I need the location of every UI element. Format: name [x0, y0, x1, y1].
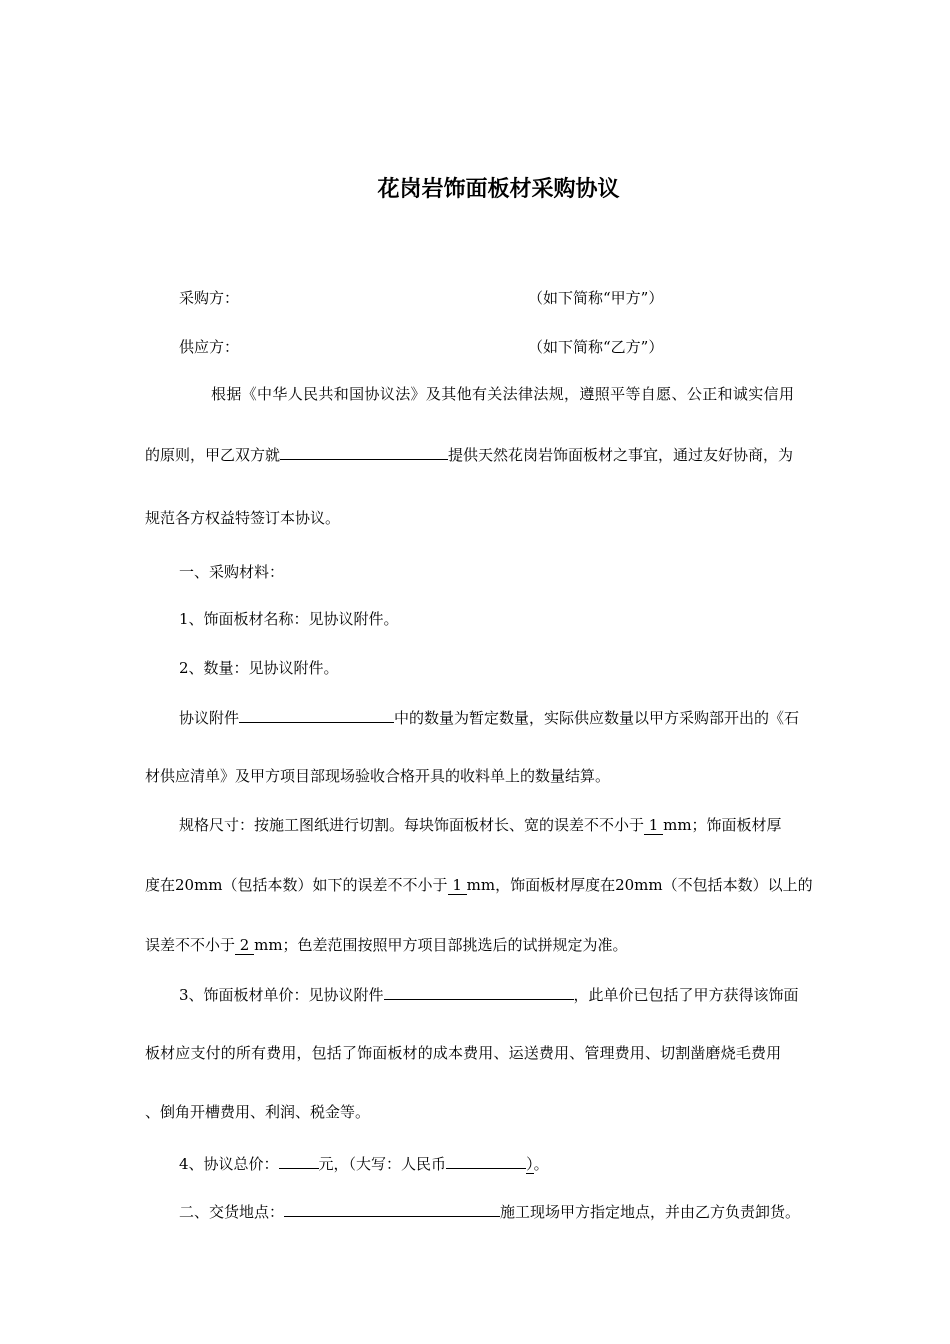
quantity-line-1-start: 协议附件 [179, 709, 240, 727]
item-1: 1、饰面板材名称：见协议附件。 [179, 610, 399, 628]
item-3-end: ，此单价已包括了甲方获得该饰面 [573, 986, 799, 1004]
party-a-label: 采购方： [179, 289, 240, 307]
party-b-note: （如下简称“乙方”） [528, 338, 664, 356]
document-title: 花岗岩饰面板材采购协议 [377, 177, 620, 202]
blank-project-name [280, 443, 448, 460]
spec-line-3-end: mm；色差范围按照甲方项目部挑选后的试拼规定为准。 [254, 936, 628, 954]
item-2: 2、数量：见协议附件。 [179, 659, 339, 677]
item-3-start: 3、饰面板材单价：见协议附件 [179, 986, 384, 1004]
item-4-close-paren: ） [526, 1155, 534, 1173]
item-4 [179, 1152, 549, 1174]
blank-delivery-place [284, 1200, 500, 1217]
blank-attachment-no [239, 706, 394, 723]
item-4-mid: 元，（大写：人民币 [318, 1155, 447, 1173]
quantity-line-1-end: 中的数量为暂定数量，实际供应数量以甲方采购部开出的《石 [394, 709, 800, 727]
spec-line-1-end: mm；饰面板材厚 [663, 816, 782, 834]
spec-line-2-end: mm，饰面板材厚度在20mm（不包括本数）以上的 [466, 876, 813, 894]
spec-line-1-start: 规格尺寸：按施工图纸进行切割。每块饰面板材长、宽的误差不不小于 [179, 816, 645, 834]
party-b-label: 供应方： [179, 338, 240, 356]
spec-line-3-start: 误差不不小于 [145, 936, 236, 954]
section-2-end: 施工现场甲方指定地点，并由乙方负责卸货。 [500, 1203, 801, 1221]
item-3-line-2: 板材应支付的所有费用，包括了饰面板材的成本费用、运送费用、管理费用、切割凿磨烧毛费用 [145, 1044, 782, 1062]
spec-tolerance-1: 1 [644, 816, 664, 834]
blank-total-uppercase [446, 1152, 526, 1169]
item-3-line-3: 、倒角开槽费用、利润、税金等。 [145, 1103, 371, 1121]
section-1-heading: 一、采购材料： [179, 563, 285, 581]
item-4-start: 4、协议总价： [179, 1155, 279, 1173]
blank-unit-price [384, 983, 574, 1000]
spec-line-1 [179, 815, 782, 835]
intro-line-1: 根据《中华人民共和国协议法》及其他有关法律法规，遵照平等自愿、公正和诚实信用 [211, 385, 795, 403]
party-a-note: （如下简称“甲方”） [528, 289, 664, 307]
intro-line-2 [145, 443, 793, 465]
section-2 [179, 1200, 800, 1222]
intro-line-2-end: 提供天然花岗岩饰面板材之事宜，通过友好协商，为 [448, 446, 794, 464]
blank-total-amount [279, 1152, 319, 1169]
intro-line-2-start: 的原则，甲乙双方就 [145, 446, 281, 464]
quantity-line-2: 材供应清单》及甲方项目部现场验收合格开具的收料单上的数量结算。 [145, 767, 611, 785]
item-3-line-1 [179, 983, 799, 1005]
item-4-end: 。 [533, 1155, 549, 1173]
spec-line-3 [145, 935, 628, 955]
quantity-line-1 [179, 706, 799, 728]
section-2-start: 二、交货地点： [179, 1203, 285, 1221]
spec-tolerance-2: 1 [447, 876, 467, 894]
spec-line-2 [145, 875, 813, 895]
spec-line-2-start: 度在20mm（包括本数）如下的误差不不小于 [145, 876, 448, 894]
spec-tolerance-3: 2 [235, 936, 255, 954]
intro-line-3: 规范各方权益特签订本协议。 [145, 509, 341, 527]
